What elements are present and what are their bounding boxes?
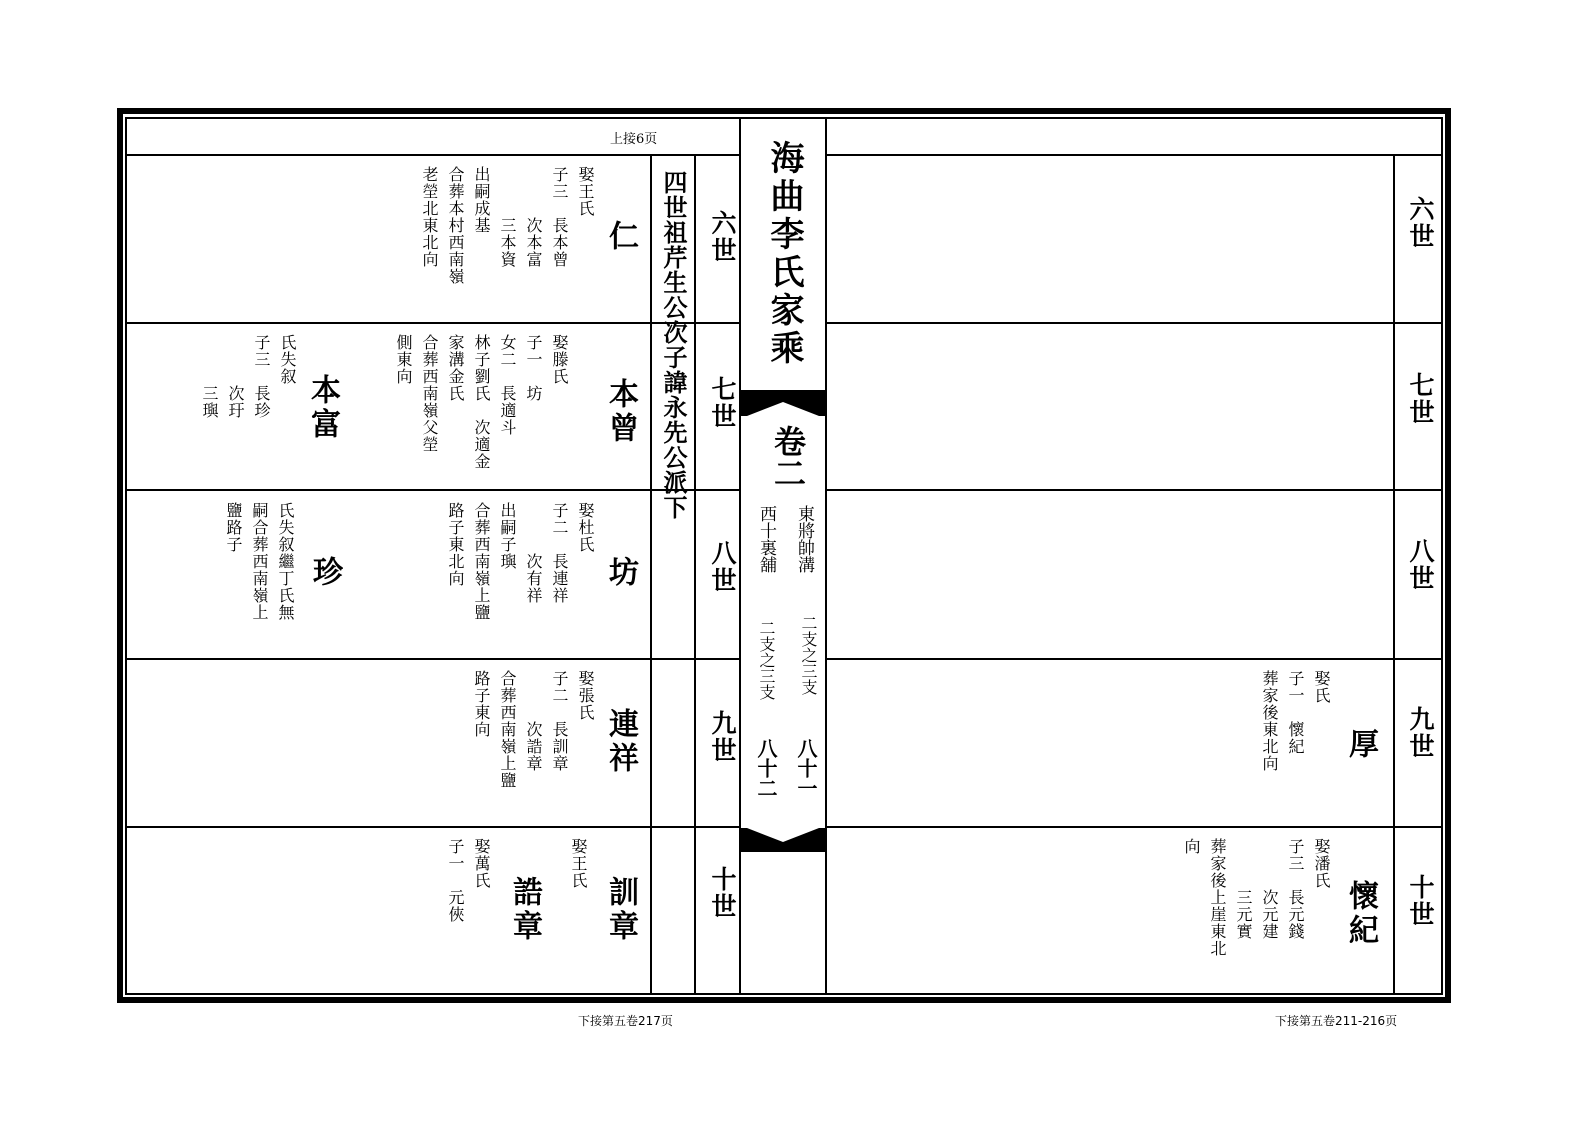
- person-record: 娶張氏 子二 長訓章 次誥章 合葬西南嶺上鹽 路子東向: [472, 670, 595, 789]
- book-title: 海曲李氏家乘: [764, 140, 804, 368]
- person-name: 坊: [603, 556, 638, 590]
- volume-label: 卷二: [769, 425, 807, 489]
- person-name: 誥章: [507, 876, 542, 944]
- right-gen-7: 七世: [1406, 372, 1435, 426]
- person-record: 娶潘氏 子三 長元錢 次元建 三元實 葬家後上崖東北 向: [1182, 838, 1331, 957]
- person-name: 珍: [307, 556, 342, 590]
- place-line-2: 西十裏舖: [756, 505, 776, 573]
- left-branch-title: 四世祖芹生公次子諱永先公派下: [659, 170, 688, 520]
- place-line-1: 東將帥溝: [794, 505, 814, 573]
- person-record: 娶杜氏 子二 長連祥 次有祥 出嗣子璵 合葬西南嶺上鹽 路子東北向: [446, 502, 595, 621]
- person-name: 連祥: [603, 708, 638, 776]
- person-name: 本曾: [603, 378, 638, 446]
- right-gen-6: 六世: [1406, 196, 1435, 250]
- left-gen-8: 八世: [708, 540, 737, 594]
- left-gen-10: 十世: [708, 866, 737, 920]
- person-record: 娶萬氏 子一 元俠: [446, 838, 491, 923]
- page-number-2: 八十二: [754, 738, 778, 798]
- left-gen-7: 七世: [708, 376, 737, 430]
- person-name: 仁: [603, 220, 638, 254]
- header-note: 上接6页: [610, 132, 658, 147]
- person-name: 懷紀: [1343, 880, 1378, 948]
- branch-line-1: 二支之三支: [799, 615, 818, 695]
- person-record: 氏失叙 子三 長珍 次玗 三璵: [200, 334, 297, 419]
- person-record: 娶滕氏 子一 坊 女二 長適斗 林子劉氏 次適金 家溝金氏 合葬西南嶺父塋 側東向: [394, 334, 569, 470]
- branch-line-2: 二支之三支: [757, 620, 776, 700]
- person-name: 厚: [1343, 728, 1378, 762]
- footer-left: 下接第五卷217页: [578, 1014, 673, 1028]
- footer-right: 下接第五卷211-216页: [1275, 1014, 1398, 1028]
- person-name: 本富: [305, 374, 340, 442]
- person-record: 娶氏 子一 懷紀 葬家後東北向: [1260, 670, 1331, 772]
- right-gen-10: 十世: [1406, 874, 1435, 928]
- person-record: 娶王氏 子三 長本曾 次本富 三本資 出嗣成基 合葬本村西南嶺 老塋北東北向: [420, 166, 595, 285]
- right-gen-8: 八世: [1406, 538, 1435, 592]
- left-gen-6: 六世: [708, 210, 737, 264]
- person-record: 氏失叙繼丁氏無 嗣合葬西南嶺上 鹽路子: [224, 502, 295, 621]
- person-record: 娶王氏: [569, 838, 588, 889]
- right-gen-9: 九世: [1406, 706, 1435, 760]
- left-gen-9: 九世: [708, 710, 737, 764]
- person-name: 訓章: [603, 876, 638, 944]
- spine-bottom-band: [741, 828, 825, 852]
- spine-top-band: [741, 392, 825, 416]
- page-number-1: 八十一: [794, 738, 818, 798]
